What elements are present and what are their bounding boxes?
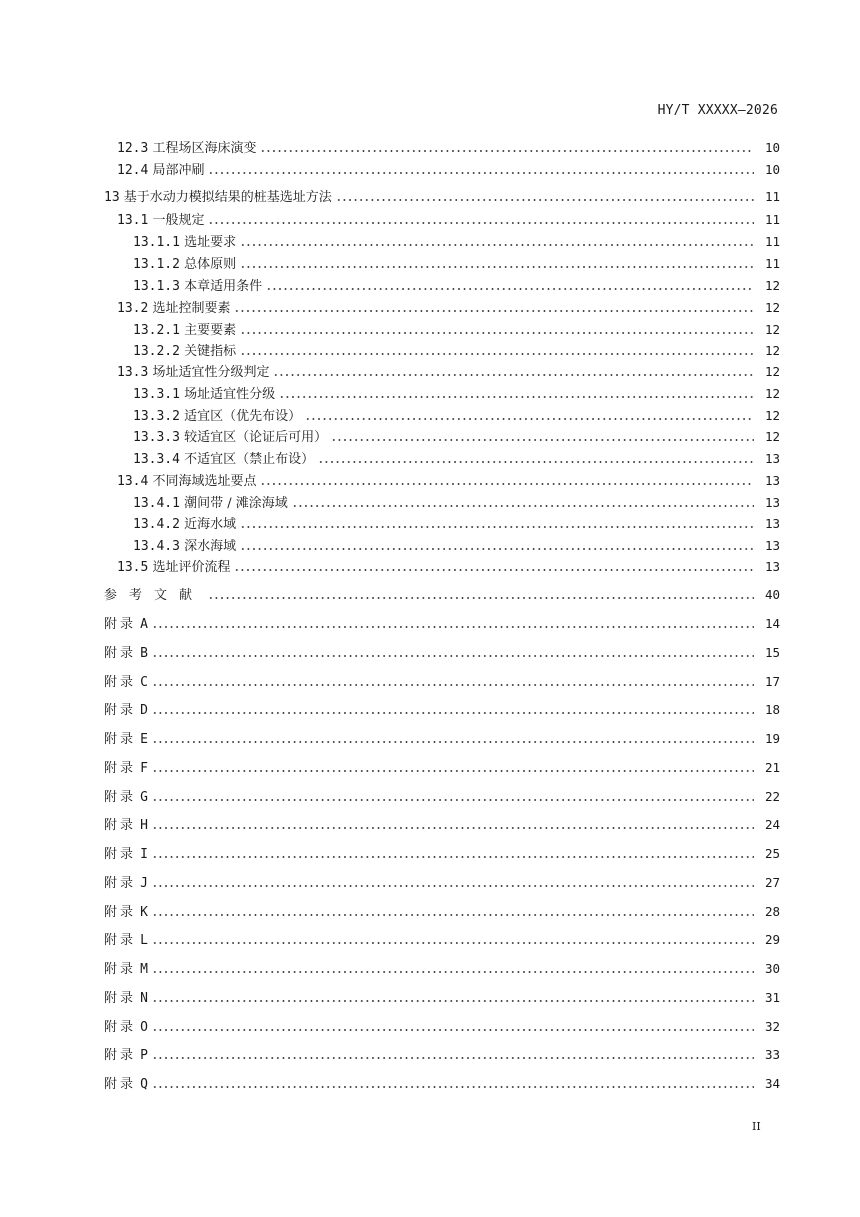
page-number: 12 [764, 429, 780, 444]
section-number: 13 [104, 190, 120, 205]
toc-entry[interactable] [117, 162, 780, 178]
dot-leader [240, 352, 754, 356]
appendix-letter: B [140, 646, 148, 661]
dot-leader [152, 625, 754, 629]
page-number: 27 [764, 875, 780, 890]
appendix-title [104, 790, 148, 806]
page-number: 13 [764, 473, 780, 488]
appendix-letter: I [140, 847, 148, 862]
section-title: 关键指标 [184, 344, 237, 359]
section-number: 13.4.1 [133, 496, 180, 511]
section-number: 13.4.3 [133, 539, 180, 554]
page-number: 12 [764, 278, 780, 293]
appendix-title [104, 905, 148, 921]
page-number: 10 [764, 140, 780, 155]
appendix-letter: M [140, 962, 148, 977]
appendix-label: 附录 [104, 761, 137, 776]
section-title: 选址要求 [184, 235, 237, 250]
dot-leader [331, 438, 754, 442]
page-number: 10 [764, 162, 780, 177]
page-number: 11 [764, 256, 780, 271]
appendix-label: 附录 [104, 876, 137, 891]
section-title: 潮间带 / 滩涂海域 [184, 496, 288, 511]
page-number: 15 [764, 645, 780, 660]
toc-entry-text [133, 496, 288, 512]
toc-entry-appendix[interactable] [104, 932, 780, 948]
section-number: 13.2.2 [133, 344, 180, 359]
dot-leader [260, 482, 754, 486]
section-number: 13.1 [117, 213, 149, 228]
toc-entry-text [117, 213, 204, 229]
appendix-title [104, 1077, 148, 1093]
section-title: 基于水动力模拟结果的桩基选址方法 [123, 190, 332, 205]
page-number: 14 [764, 616, 780, 631]
dot-leader [260, 149, 754, 153]
toc-entry[interactable] [117, 364, 780, 380]
toc-entry-appendix[interactable] [104, 1076, 780, 1092]
appendix-title [104, 617, 148, 633]
toc-entry-appendix[interactable] [104, 1047, 780, 1063]
toc-entry-text [133, 452, 314, 468]
toc-entry-appendix[interactable] [104, 789, 780, 805]
appendix-label: 附录 [104, 732, 137, 747]
dot-leader [152, 1028, 754, 1032]
section-title: 选址控制要素 [152, 301, 231, 316]
toc-entry[interactable] [104, 189, 780, 205]
appendix-letter: N [140, 991, 148, 1006]
page-number: 12 [764, 343, 780, 358]
dot-leader [266, 287, 754, 291]
section-number: 13.3.2 [133, 409, 180, 424]
toc-entry-text [133, 517, 236, 533]
appendix-title [104, 818, 148, 834]
dot-leader [152, 1085, 754, 1089]
page-number: 13 [764, 516, 780, 531]
page-number: 30 [764, 961, 780, 976]
section-number: 13.3.4 [133, 452, 180, 467]
appendix-label: 附录 [104, 617, 137, 632]
toc-entry-appendix[interactable] [104, 875, 780, 891]
dot-leader [152, 941, 754, 945]
section-title: 本章适用条件 [184, 279, 263, 294]
appendix-title [104, 962, 148, 978]
section-number: 13.3.3 [133, 430, 180, 445]
section-title: 深水海域 [184, 539, 237, 554]
dot-leader [208, 596, 754, 600]
section-number: 13.4 [117, 474, 149, 489]
toc-entry-text [117, 560, 230, 576]
section-number: 13.1.2 [133, 257, 180, 272]
page-number: 22 [764, 789, 780, 804]
toc-entry-text [133, 235, 236, 251]
appendix-title [104, 847, 148, 863]
appendix-title [104, 933, 148, 949]
toc-entry-appendix[interactable] [104, 846, 780, 862]
dot-leader [240, 265, 754, 269]
appendix-label: 附录 [104, 933, 137, 948]
toc-entry-appendix[interactable] [104, 616, 780, 632]
toc-entry-appendix[interactable] [104, 990, 780, 1006]
dot-leader [152, 683, 754, 687]
appendix-label: 附录 [104, 1048, 137, 1063]
section-number: 12.4 [117, 163, 149, 178]
dot-leader [152, 654, 754, 658]
appendix-label: 附录 [104, 646, 137, 661]
page-number: 19 [764, 731, 780, 746]
page-number: 31 [764, 990, 780, 1005]
page-number: 32 [764, 1019, 780, 1034]
page-number-footer: II [752, 1120, 761, 1133]
appendix-label: 附录 [104, 1020, 137, 1035]
appendix-letter: O [140, 1020, 148, 1035]
toc-entry[interactable] [117, 300, 780, 316]
appendix-label: 附录 [104, 847, 137, 862]
dot-leader [152, 855, 754, 859]
section-title: 总体原则 [184, 257, 237, 272]
toc-entry[interactable] [117, 559, 780, 575]
page-number: 12 [764, 300, 780, 315]
dot-leader [318, 460, 754, 464]
page-number: 13 [764, 451, 780, 466]
toc-entry-text [133, 323, 236, 339]
section-title: 不同海域选址要点 [152, 474, 257, 489]
appendix-letter: C [140, 675, 148, 690]
appendix-title [104, 876, 148, 892]
toc-entry-appendix[interactable] [104, 674, 780, 690]
section-number: 13.2.1 [133, 323, 180, 338]
toc-entry-appendix[interactable] [104, 904, 780, 920]
appendix-title [104, 1020, 148, 1036]
toc-entry[interactable] [133, 538, 780, 554]
toc-entry-text [133, 539, 236, 555]
toc-entry-text [133, 430, 327, 446]
appendix-title [104, 675, 148, 691]
toc-entry-text [133, 279, 262, 295]
appendix-label: 附录 [104, 790, 137, 805]
appendix-letter: P [140, 1048, 148, 1063]
appendix-letter: J [140, 876, 148, 891]
section-number: 13.2 [117, 301, 149, 316]
dot-leader [234, 568, 754, 572]
section-title: 一般规定 [152, 213, 205, 228]
dot-leader [234, 309, 754, 313]
toc-entry[interactable] [133, 234, 780, 250]
dot-leader [152, 826, 754, 830]
toc-entry-text [104, 190, 332, 206]
page-number: 18 [764, 702, 780, 717]
section-number: 12.3 [117, 141, 149, 156]
dot-leader [152, 970, 754, 974]
appendix-label: 附录 [104, 1077, 137, 1092]
toc-entry[interactable] [117, 473, 780, 489]
dot-leader [208, 221, 754, 225]
section-title: 主要要素 [184, 323, 237, 338]
dot-leader [152, 913, 754, 917]
toc-entry-appendix[interactable] [104, 1019, 780, 1035]
toc-entry-references[interactable] [104, 587, 780, 603]
toc-entry[interactable] [133, 516, 780, 532]
section-title: 选址评价流程 [152, 560, 231, 575]
appendix-letter: Q [140, 1077, 148, 1092]
toc-entry[interactable] [133, 451, 780, 467]
toc-entry[interactable] [133, 408, 780, 424]
page-number: 11 [764, 189, 780, 204]
toc-entry-text [133, 387, 275, 403]
toc-entry-text [117, 163, 204, 179]
page-number: 17 [764, 674, 780, 689]
toc-entry-text [133, 409, 301, 425]
toc-entry-text [133, 344, 236, 360]
dot-leader [336, 198, 754, 202]
section-number: 13.3 [117, 365, 149, 380]
section-title: 局部冲刷 [152, 163, 205, 178]
appendix-letter: G [140, 790, 148, 805]
toc-entry[interactable] [133, 495, 780, 511]
section-number: 13.5 [117, 560, 149, 575]
section-number: 13.3.1 [133, 387, 180, 402]
appendix-label: 附录 [104, 818, 137, 833]
dot-leader [240, 547, 754, 551]
dot-leader [208, 171, 754, 175]
section-title: 不适宜区（禁止布设） [184, 452, 315, 467]
section-title: 近海水域 [184, 517, 237, 532]
section-title: 场址适宜性分级 [184, 387, 276, 402]
page-number: 28 [764, 904, 780, 919]
dot-leader [152, 798, 754, 802]
toc-entry[interactable] [133, 386, 780, 402]
page-number: 12 [764, 386, 780, 401]
dot-leader [273, 373, 754, 377]
toc-entry[interactable] [117, 140, 780, 156]
page-number: 12 [764, 322, 780, 337]
dot-leader [152, 884, 754, 888]
appendix-letter: D [140, 703, 148, 718]
appendix-title [104, 703, 148, 719]
toc-entry[interactable] [133, 322, 780, 338]
page-number: 25 [764, 846, 780, 861]
appendix-title [104, 761, 148, 777]
dot-leader [152, 740, 754, 744]
page-number: 13 [764, 495, 780, 510]
section-number: 13.1.1 [133, 235, 180, 250]
appendix-letter: E [140, 732, 148, 747]
section-title: 较适宜区（论证后可用） [184, 430, 328, 445]
appendix-letter: F [140, 761, 148, 776]
dot-leader [292, 504, 754, 508]
appendix-label: 附录 [104, 905, 137, 920]
toc-entry-appendix[interactable] [104, 961, 780, 977]
toc-entry-appendix[interactable] [104, 817, 780, 833]
toc-entry-text [117, 141, 256, 157]
page-number: 24 [764, 817, 780, 832]
toc-entry[interactable] [117, 212, 780, 228]
toc-entry-appendix[interactable] [104, 645, 780, 661]
page-number: 12 [764, 364, 780, 379]
page-number: 34 [764, 1076, 780, 1091]
appendix-letter: A [140, 617, 148, 632]
toc-entry-appendix[interactable] [104, 731, 780, 747]
dot-leader [152, 999, 754, 1003]
toc-entry[interactable] [133, 278, 780, 294]
section-title: 适宜区（优先布设） [184, 409, 302, 424]
toc-entry-text [133, 257, 236, 273]
dot-leader [240, 525, 754, 529]
toc-entry-appendix[interactable] [104, 702, 780, 718]
toc-entry[interactable] [133, 429, 780, 445]
page-number: 40 [764, 587, 780, 602]
page-number: 11 [764, 212, 780, 227]
section-title: 工程场区海床演变 [152, 141, 257, 156]
toc-entry[interactable] [133, 256, 780, 272]
toc-entry[interactable] [133, 343, 780, 359]
appendix-label: 附录 [104, 675, 137, 690]
dot-leader [305, 417, 754, 421]
appendix-title [104, 732, 148, 748]
document-code-header: HY/T XXXXX—2026 [657, 103, 778, 118]
dot-leader [152, 769, 754, 773]
page-number: 21 [764, 760, 780, 775]
references-title: 参考文献 [104, 588, 205, 603]
section-number: 13.4.2 [133, 517, 180, 532]
dot-leader [152, 1056, 754, 1060]
section-title: 场址适宜性分级判定 [152, 365, 270, 380]
appendix-title [104, 1048, 148, 1064]
appendix-title [104, 991, 148, 1007]
dot-leader [152, 711, 754, 715]
dot-leader [279, 395, 754, 399]
section-number: 13.1.3 [133, 279, 180, 294]
appendix-label: 附录 [104, 991, 137, 1006]
page-number: 12 [764, 408, 780, 423]
appendix-letter: L [140, 933, 148, 948]
appendix-title [104, 646, 148, 662]
toc-entry-appendix[interactable] [104, 760, 780, 776]
page-number: 13 [764, 538, 780, 553]
page-number: 11 [764, 234, 780, 249]
page-number: 29 [764, 932, 780, 947]
appendix-label: 附录 [104, 703, 137, 718]
dot-leader [240, 331, 754, 335]
toc-entry-text [117, 474, 256, 490]
page-number: 33 [764, 1047, 780, 1062]
appendix-letter: H [140, 818, 148, 833]
appendix-letter: K [140, 905, 148, 920]
dot-leader [240, 243, 754, 247]
toc-entry-text [117, 365, 269, 381]
toc-entry-text [117, 301, 230, 317]
appendix-label: 附录 [104, 962, 137, 977]
page-number: 13 [764, 559, 780, 574]
